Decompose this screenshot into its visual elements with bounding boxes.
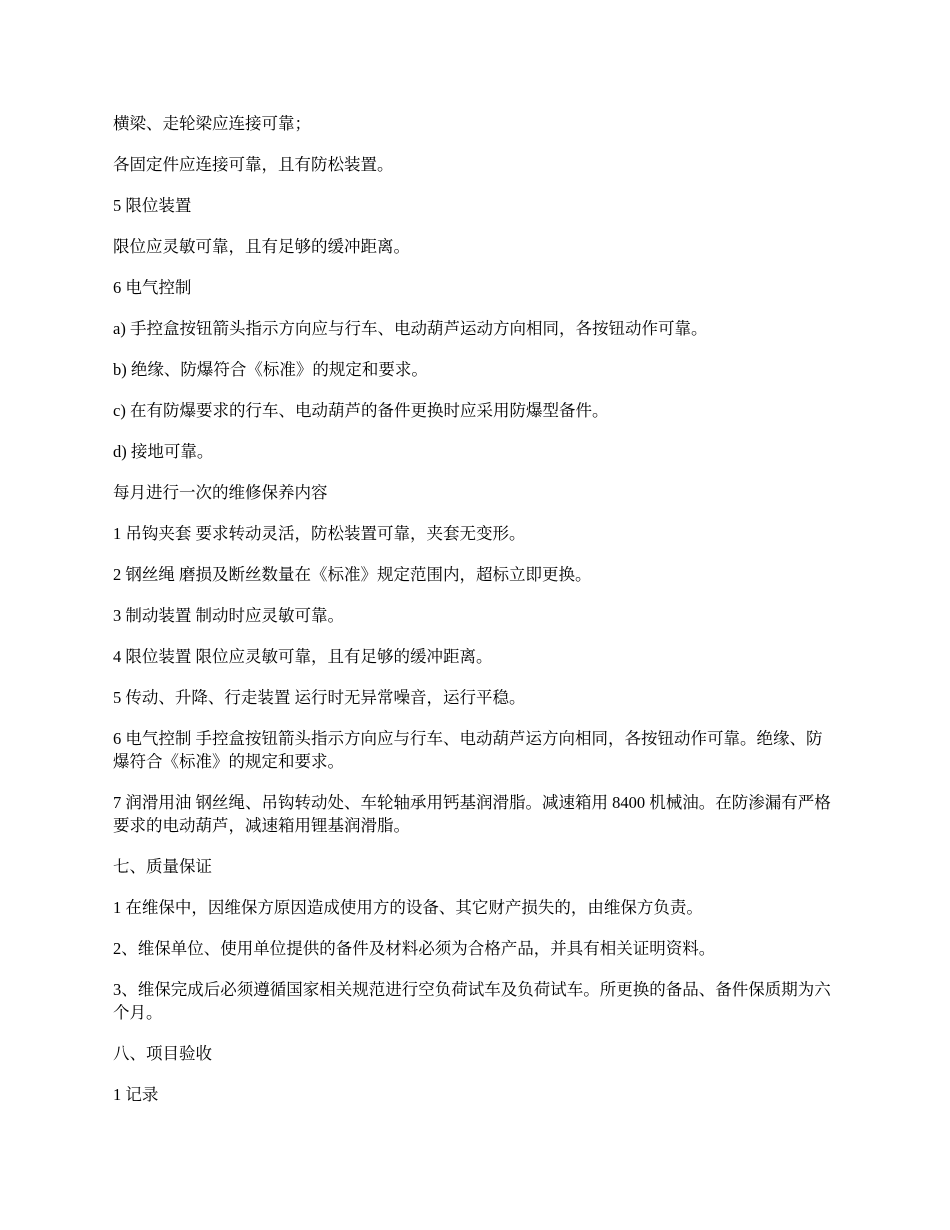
paragraph-item-d: d) 接地可靠。 <box>113 442 214 461</box>
paragraph-fasteners: 各固定件应连接可靠，且有防松装置。 <box>113 155 394 174</box>
paragraph-electrical-monthly: 6 电气控制 手控盒按钮箭头指示方向应与行车、电动葫芦运方向相同，各按钮动作可靠。绝缘、防爆符合《标准》的规定和要求。 <box>113 729 823 771</box>
heading-project-acceptance: 八、项目验收 <box>113 1044 212 1063</box>
paragraph-hook-sleeve: 1 吊钩夹套 要求转动灵活，防松装置可靠，夹套无变形。 <box>113 524 526 543</box>
paragraph-wire-rope: 2 钢丝绳 磨损及断丝数量在《标准》规定范围内，超标立即更换。 <box>113 565 592 584</box>
paragraph-quality-2: 2、维保单位、使用单位提供的备件及材料必须为合格产品，并具有相关证明资料。 <box>113 939 716 958</box>
heading-quality-assurance: 七、质量保证 <box>113 857 212 876</box>
heading-limit-device: 5 限位装置 <box>113 196 192 215</box>
paragraph-brake: 3 制动装置 制动时应灵敏可靠。 <box>113 606 344 625</box>
paragraph-item-c: c) 在有防爆要求的行车、电动葫芦的备件更换时应采用防爆型备件。 <box>113 401 609 420</box>
paragraph-records: 1 记录 <box>113 1085 159 1104</box>
paragraph-limit-device-monthly: 4 限位装置 限位应灵敏可靠，且有足够的缓冲距离。 <box>113 647 493 666</box>
paragraph-item-a: a) 手控盒按钮箭头指示方向应与行车、电动葫芦运动方向相同，各按钮动作可靠。 <box>113 319 708 338</box>
paragraph-quality-3: 3、维保完成后必须遵循国家相关规范进行空负荷试车及负荷试车。所更换的备品、备件保质期为六个月。 <box>113 980 831 1022</box>
document-body <box>113 112 838 1124</box>
paragraph-joint-reliability: 横梁、走轮梁应连接可靠； <box>113 114 311 133</box>
paragraph-quality-1: 1 在维保中，因维保方原因造成使用方的设备、其它财产损失的，由维保方负责。 <box>113 898 703 917</box>
paragraph-limit-device: 限位应灵敏可靠，且有足够的缓冲距离。 <box>113 237 410 256</box>
paragraph-item-b: b) 绝缘、防爆符合《标准》的规定和要求。 <box>113 360 428 379</box>
paragraph-lubrication: 7 润滑用油 钢丝绳、吊钩转动处、车轮轴承用钙基润滑脂。减速箱用 8400 机械油。在防渗漏有严格要求的电动葫芦，减速箱用锂基润滑脂。 <box>113 793 831 835</box>
heading-monthly-maintenance: 每月进行一次的维修保养内容 <box>113 483 328 502</box>
paragraph-transmission: 5 传动、升降、行走装置 运行时无异常噪音，运行平稳。 <box>113 688 526 707</box>
heading-electrical-control: 6 电气控制 <box>113 278 192 297</box>
